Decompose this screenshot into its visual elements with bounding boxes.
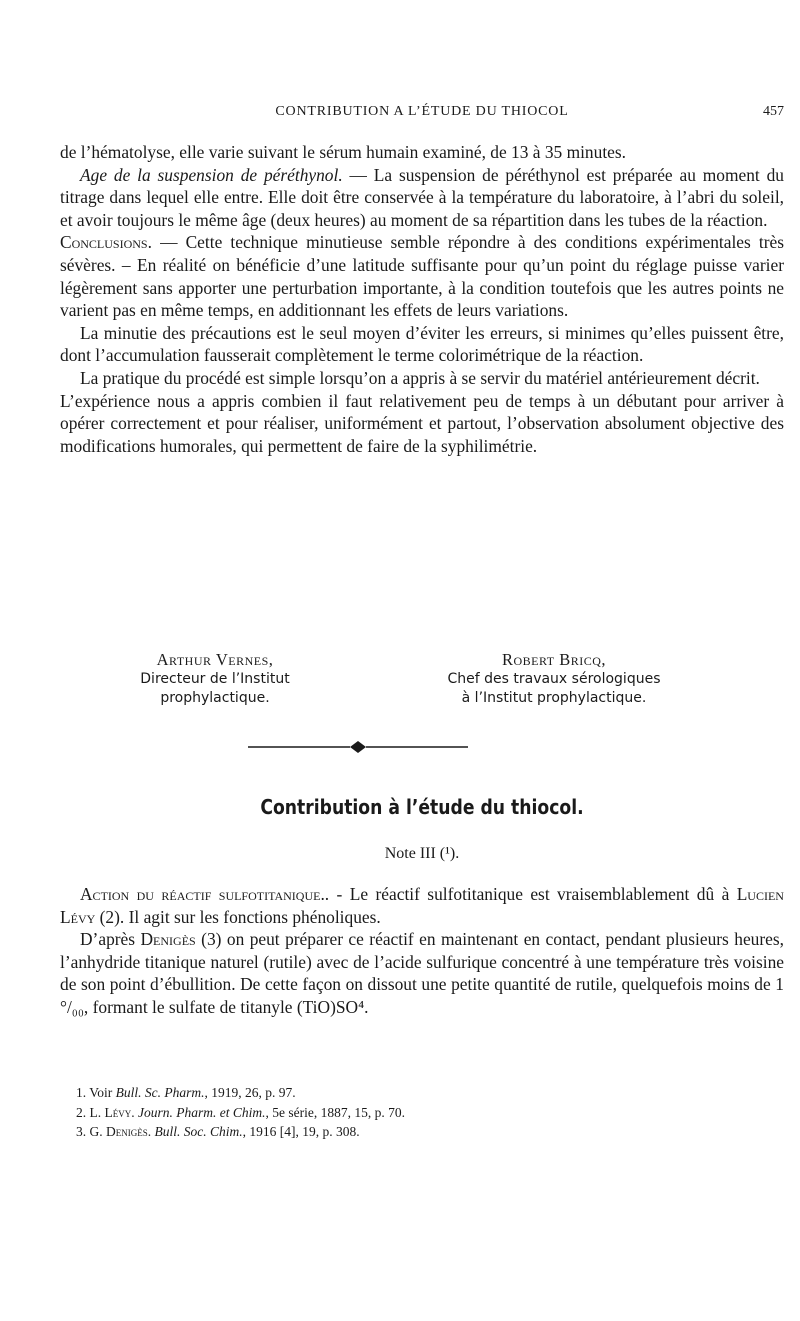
paragraph-text: D’après <box>80 929 141 950</box>
author-reference: Lucien Lévy <box>60 884 784 927</box>
footnote <box>76 1083 776 1103</box>
footnote-text: , 1919, 26, p. 97. <box>204 1085 296 1100</box>
footnote-number: 3. G. <box>76 1124 106 1139</box>
footnote-source: Bull. Sc. Pharm. <box>115 1085 205 1100</box>
paragraph-text: - Le réactif sulfotitanique est vraisemblablement dû à <box>329 884 737 904</box>
author-role: à l’Institut prophylactique. <box>461 690 647 706</box>
paragraph <box>60 928 784 1018</box>
paragraph: La pratique du procédé est simple lorsqu’on a appris à se servir du matériel antérieurement décrit. <box>80 367 760 388</box>
signature-right <box>368 650 740 708</box>
running-header <box>60 104 784 126</box>
footnote-text: , 1916 [4], 19, p. 308. <box>242 1124 360 1139</box>
footnote <box>76 1122 776 1142</box>
footnote-author: Denigès. <box>106 1124 152 1139</box>
body-text <box>60 141 784 457</box>
section-heading: Age de la suspension de péréthynol. <box>80 164 343 185</box>
paragraph-text: (2). Il agit sur les fonctions phénoliques. <box>95 906 381 927</box>
author-name: Robert Bricq, <box>501 650 607 669</box>
footnote-source: Bull. Soc. Chim. <box>151 1124 243 1139</box>
footnote-number: 2. L. <box>76 1104 105 1120</box>
article-title: Contribution à l’étude du thiocol. <box>260 795 584 819</box>
author-role: Directeur de l’Institut <box>140 671 290 687</box>
running-title: CONTRIBUTION A L’ÉTUDE DU THIOCOL <box>275 104 569 119</box>
article-body <box>60 883 784 1019</box>
paragraph-text: (3) on peut préparer ce réactif en maintenant en contact, pendant plusieurs heures, l’anhydride titanique naturel (rutile) avec de l’acide sulfurique concentré à une température très voisine de son point d’ébullition. De cette façon on dissout une petite quantité de rutile, quelquefois moins de 1 °/₀₀, formant le sulfate de titanyle (TiO)SO⁴. <box>60 929 784 1017</box>
paragraph: de l’hématolyse, elle varie suivant le sérum humain examiné, de 13 à 35 minutes. <box>60 142 626 162</box>
paragraph-text: — Cette technique minutieuse semble répondre à des conditions expérimentales très sévères. – En réalité on bénéficie d’une latitude suffisante pour qu’un point du réglage puisse varier légèrement sans apporter une perturbation importante, à la condition toutefois que les autres points ne varient pas en même temps, en additionnant les effets de leurs variations. <box>60 232 784 321</box>
note-label: Note III (¹). <box>384 845 460 862</box>
signatures <box>60 650 784 730</box>
author-role: prophylactique. <box>160 690 270 706</box>
paragraph: La minutie des précautions est le seul moyen d’éviter les erreurs, si minimes qu’elles puissent être, dont l’accumulation fausserait complètement le terme colorimétrique de la réaction. <box>60 322 784 366</box>
footnote-author: Lévy. <box>104 1104 135 1120</box>
section-heading: Action du réactif sulfotitanique.. <box>80 884 330 904</box>
footnote-text: , 5e série, 1887, 15, p. 70. <box>265 1104 405 1120</box>
paragraph <box>60 883 784 928</box>
footnotes <box>76 1083 776 1142</box>
author-reference: Denigès <box>140 929 196 950</box>
section-heading: Conclusions. <box>60 232 152 253</box>
section-divider <box>246 737 470 757</box>
page-number: 457 <box>763 104 784 119</box>
signature-left <box>60 650 370 708</box>
author-role: Chef des travaux sérologiques <box>447 671 661 687</box>
paragraph-text: — La suspension de péréthynol est préparée au moment du titrage dans lequel elle entre. Elle doit être conservée à la température du laboratoire, à l’abri du soleil, et avoir toujours le même âge (deux heures) au moment de sa répartition dans les tubes de la réaction. <box>60 164 784 230</box>
footnote-source: Journ. Pharm. et Chim. <box>134 1104 266 1120</box>
paragraph <box>60 231 784 321</box>
footnote <box>76 1103 776 1123</box>
footnote-number: 1. Voir <box>76 1085 116 1100</box>
paragraph <box>60 164 784 232</box>
author-name: Arthur Vernes, <box>156 650 274 669</box>
paragraph: L’expérience nous a appris combien il faut relativement peu de temps à un débutant pour arriver à opérer correctement et pour réaliser, uniformément et partout, l’observation absolument objective des modifications humorales, qui permettent de faire de la syphilimétrie. <box>60 390 784 456</box>
